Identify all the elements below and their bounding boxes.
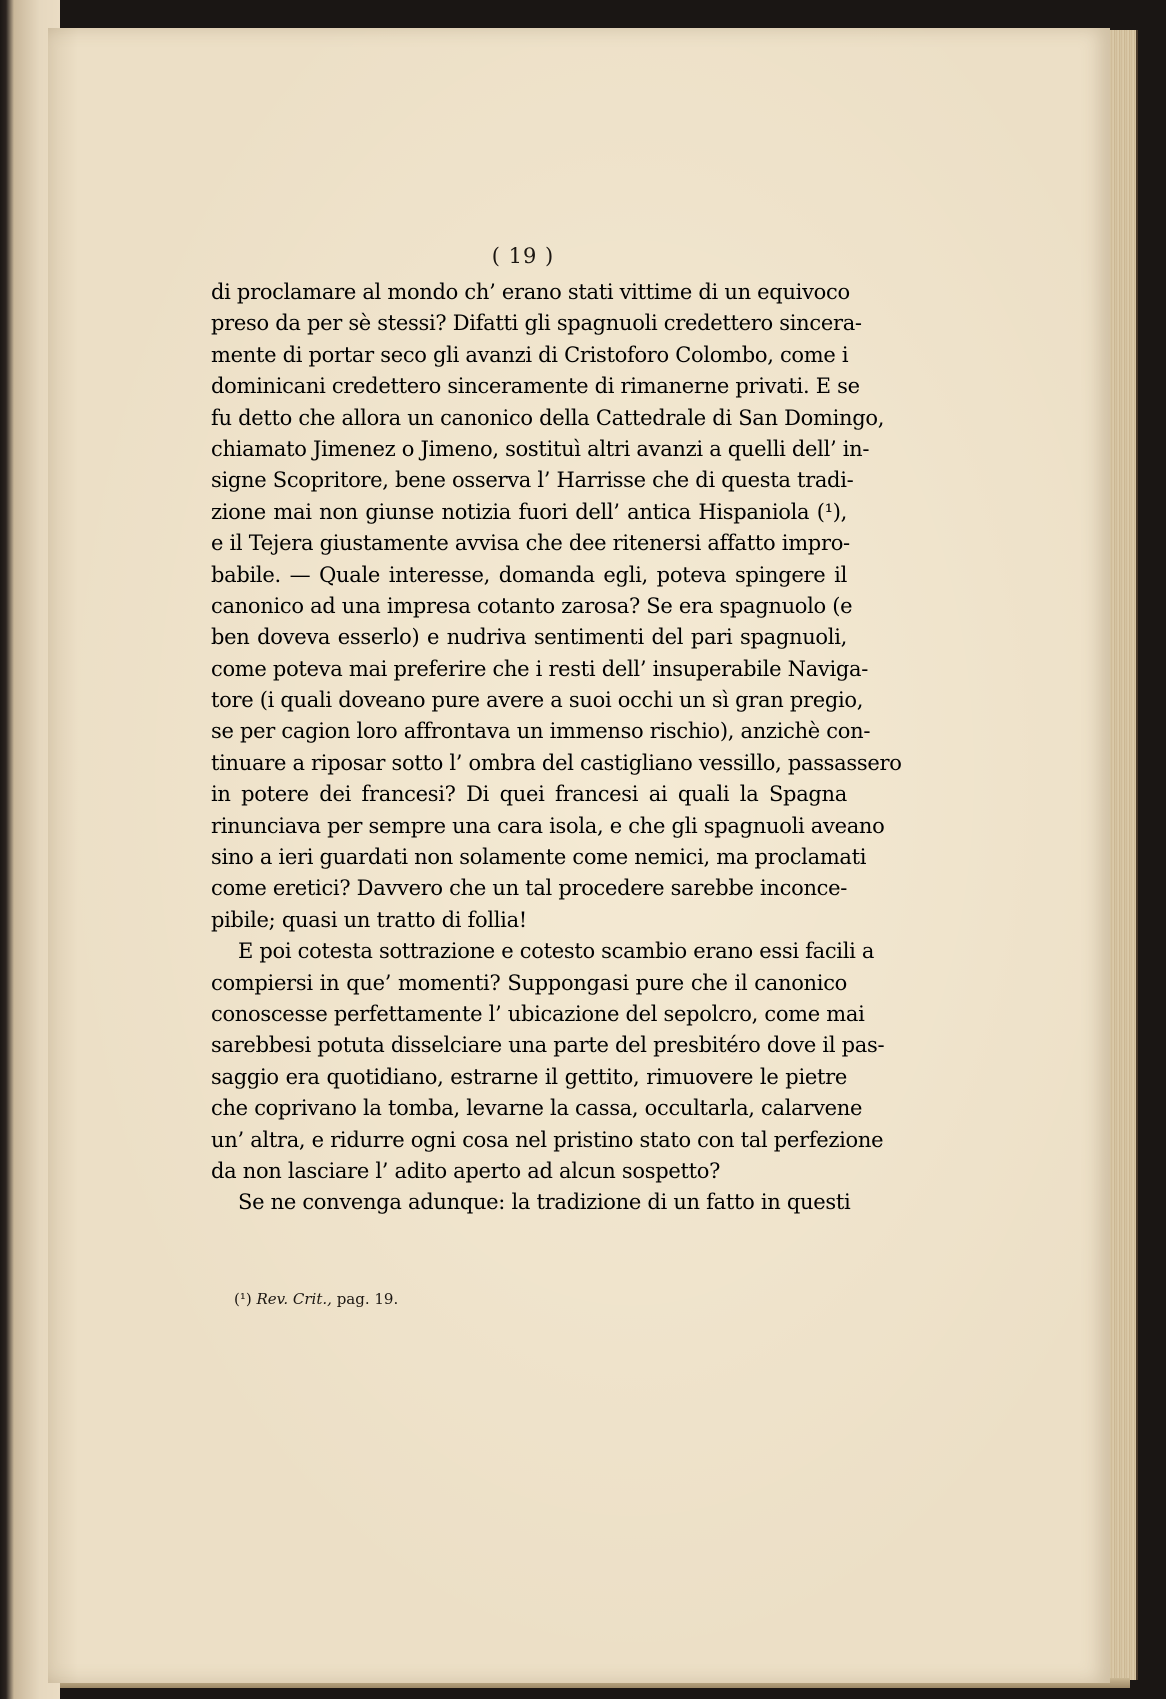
text-line: mente di portar seco gli avanzi di Cristoforo Colombo, come i	[211, 342, 849, 367]
text-line: come poteva mai preferire che i resti dell’ insuperabile Naviga-	[211, 656, 869, 681]
text-line: che coprivano la tomba, levarne la cassa, occultarla, calarvene	[211, 1096, 863, 1121]
text-line: babile. — Quale interesse, domanda egli, poteva spingere il	[211, 562, 847, 587]
text-line: E poi cotesta sottrazione e cotesto scambio erano essi facili a	[238, 939, 875, 964]
text-line: rinunciava per sempre una cara isola, e che gli spagnuoli aveano	[211, 813, 885, 838]
text-line: signe Scopritore, bene osserva l’ Harrisse che di questa tradi-	[211, 468, 854, 493]
footnote-page: pag. 19.	[336, 1290, 399, 1308]
body-text	[211, 277, 902, 1219]
text-line: pibile; quasi un tratto di follia!	[211, 907, 527, 932]
text-line: se per cagion loro affrontava un immenso rischio), anzichè con-	[211, 719, 871, 744]
text-line: saggio era quotidiano, estrarne il gettito, rimuovere le pietre	[211, 1064, 847, 1089]
text-line: fu detto che allora un canonico della Cattedrale di San Domingo,	[211, 405, 885, 430]
text-line: e il Tejera giustamente avvisa che dee ritenersi affatto impro-	[211, 531, 850, 556]
text-line: sarebbesi potuta disselciare una parte del presbitéro dove il pas-	[211, 1033, 885, 1058]
text-line: in potere dei francesi? Di quei francesi ai quali la Spagna	[211, 782, 847, 807]
text-line: Se ne convenga adunque: la tradizione di un fatto in questi	[238, 1190, 851, 1215]
text-line: canonico ad una impresa cotanto zarosa? Se era spagnuolo (e	[211, 593, 853, 618]
text-line: conoscesse perfettamente l’ ubicazione del sepolcro, come mai	[211, 1001, 865, 1026]
footnote	[234, 1290, 398, 1308]
text-line: come eretici? Davvero che un tal procedere sarebbe inconce-	[211, 876, 848, 901]
text-line: dominicani credettero sinceramente di rimanerne privati. E se	[211, 374, 860, 399]
text-line: sino a ieri guardati non solamente come nemici, ma proclamati	[211, 845, 867, 870]
text-line: da non lasciare l’ adito aperto ad alcun sospetto?	[211, 1158, 721, 1183]
text-line: chiamato Jimenez o Jimeno, sostituì altri avanzi a quelli dell’ in-	[211, 436, 870, 461]
text-line: compiersi in que’ momenti? Suppongasi pure che il canonico	[211, 970, 847, 995]
text-line: tore (i quali doveano pure avere a suoi occhi un sì gran pregio,	[211, 688, 864, 713]
text-line: tinuare a riposar sotto l’ ombra del castigliano vessillo, passassero	[211, 750, 902, 775]
footnote-marker: (¹)	[234, 1290, 252, 1308]
text-line: di proclamare al mondo ch’ erano stati vittime di un equivoco	[211, 280, 850, 304]
text-line: ben doveva esserlo) e nudriva sentimenti del pari spagnuoli,	[211, 625, 847, 650]
page-number: ( 19 )	[491, 244, 555, 268]
text-line: un’ altra, e ridurre ogni cosa nel pristino stato con tal perfezione	[211, 1127, 884, 1152]
text-line: zione mai non giunse notizia fuori dell’ antica Hispaniola (¹),	[211, 499, 847, 524]
text-line: preso da per sè stessi? Difatti gli spagnuoli credettero sincera-	[211, 311, 862, 336]
footnote-reference: Rev. Crit.,	[256, 1290, 332, 1308]
